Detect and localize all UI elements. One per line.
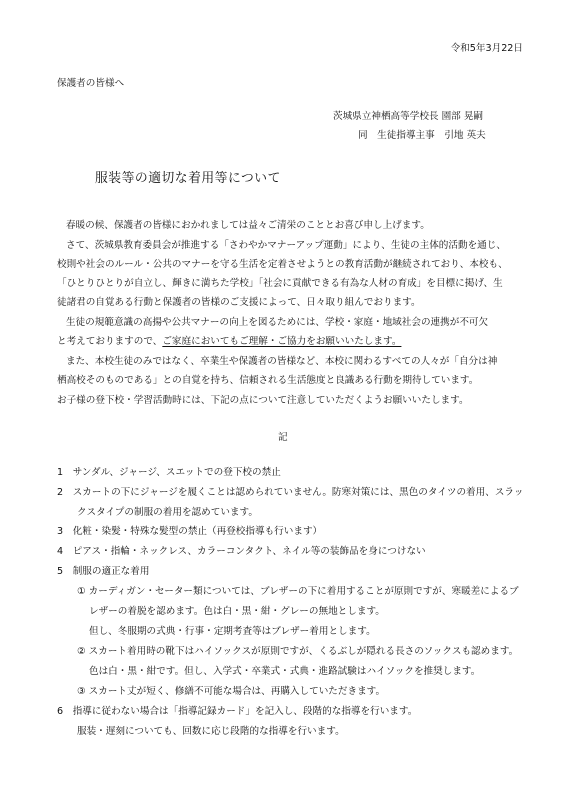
body-text: と考えておりますので、	[57, 336, 163, 347]
addressee: 保護者の皆様へ	[57, 78, 125, 89]
list-item: 4 ピアス・指輪・ネックレス、カラーコンタクト、ネイル等の装飾品を身につけない	[57, 546, 426, 557]
letter-title: 服装等の適切な着用等について	[95, 171, 281, 186]
body-line: 徒諸君の自覚ある行動と保護者の皆様のご支援によって、日々取り組んでおります。	[57, 297, 421, 308]
sender-principal: 茨城県立神栖高等学校長 園部 晃嗣	[333, 111, 484, 122]
list-item-continuation: 服装・遅刻についても、回数に応じ段階的な指導を行います。	[77, 726, 345, 737]
sub-list-item-continuation: レザーの着脱を認めます。色は白・黒・紺・グレーの無地とします。	[89, 606, 385, 617]
list-item-continuation: クスタイプの制服の着用を認めています。	[77, 507, 258, 518]
list-item: 2 スカートの下にジャージを履くことは認められていません。防寒対策には、黒色のタイツの着用、スラッ	[57, 487, 524, 498]
sender-guidance-director: 同 生徒指導主事 引地 英夫	[358, 130, 486, 141]
letter-date: 令和5年3月22日	[450, 43, 523, 54]
body-line	[57, 335, 401, 348]
body-line: 校則や社会のルール・公共のマナーを守る生活を定着させようとの教育活動が継続されており、本校も、	[57, 259, 508, 270]
list-item: 6 指導に従わない場合は「指導記録カード」を記入し、段階的な指導を行います。	[57, 706, 418, 717]
ki-heading: 記	[278, 432, 288, 443]
body-line: 生徒の規範意識の高揚や公共マナーの向上を図るためには、学校・家庭・地域社会の連携が不可欠	[66, 317, 489, 328]
body-line: 栖高校そのものである」との自覚を持ち、信頼される生活態度と良識ある行動を期待しています。	[57, 375, 479, 386]
underlined-request: ご家庭においてもご理解・ご協力をお願いいたします。	[162, 336, 402, 347]
sub-list-item: ③ スカート丈が短く、修繕不可能な場合は、再購入していただきます。	[77, 686, 386, 697]
list-item: 1 サンダル、ジャージ、スエットでの登下校の禁止	[57, 467, 281, 478]
list-item: 3 化粧・染髪・特殊な髪型の禁止（再登校指導も行います）	[57, 526, 323, 537]
body-line: 「ひとりひとりが自立し、輝きに満ちた学校」「社会に貢献できる有為な人材の育成」を目標に掲げ、生	[57, 278, 503, 289]
sub-list-item-continuation: 色は白・黒・紺です。但し、入学式・卒業式・式典・進路試験はハイソックを推奨します。	[89, 666, 481, 677]
sub-list-item: ② スカート着用時の靴下はハイソックスが原則ですが、くるぶしが隠れる長さのソックスも認めます。	[77, 646, 519, 657]
body-line: また、本校生徒のみではなく、卒業生や保護者の皆様など、本校に関わるすべての人々が「自分は神	[66, 356, 498, 367]
sub-list-item-continuation: 但し、冬服期の式典・行事・定期考査等はブレザー着用とします。	[89, 626, 376, 637]
list-item: 5 制服の適正な着用	[57, 566, 150, 577]
body-paragraph-greeting: 春暖の候、保護者の皆様におかれましては益々ご清栄のこととお喜び申し上げます。	[66, 220, 430, 231]
body-line: さて、茨城県教育委員会が推進する「さわやかマナーアップ運動」により、生徒の主体的活動を通じ、	[66, 240, 506, 251]
body-line: お子様の登下校・学習活動時には、下記の点について注意していただくようお願いいたします。	[57, 395, 469, 406]
sub-list-item: ① カーディガン・セーター類については、ブレザーの下に着用することが原則ですが、寒暖差によるブ	[77, 586, 519, 597]
